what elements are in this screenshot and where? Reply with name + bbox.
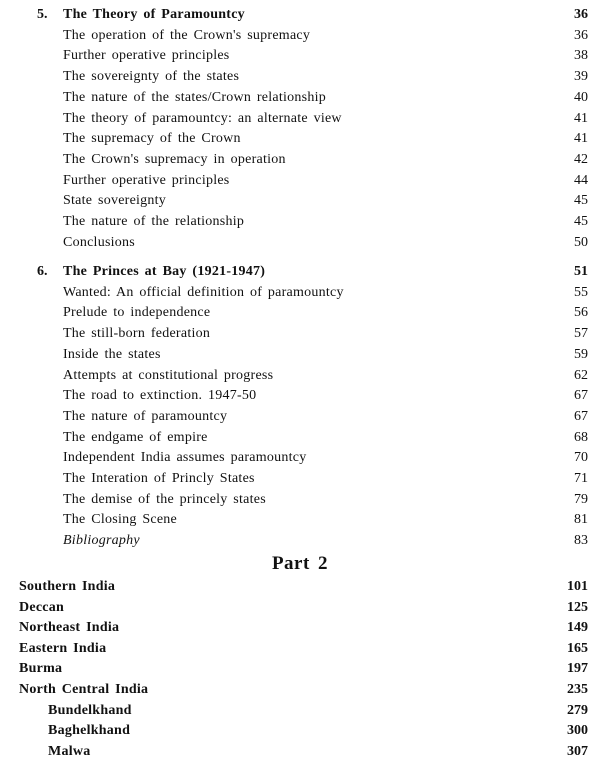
region-title: Burma <box>19 661 63 677</box>
part2-entry <box>0 680 600 700</box>
page-number: 41 <box>574 110 588 126</box>
toc-entry <box>0 67 600 87</box>
section-title: Bibliography <box>63 533 140 549</box>
toc-entry <box>0 490 600 510</box>
toc-entry <box>0 303 600 323</box>
page-number: 300 <box>567 723 588 739</box>
region-title: Bundelkhand <box>48 702 132 718</box>
page-number: 40 <box>574 89 588 105</box>
page-number: 51 <box>574 264 588 279</box>
page-number: 197 <box>567 661 588 677</box>
toc-entry <box>0 510 600 530</box>
page-number: 125 <box>567 599 588 615</box>
section-title: The Closing Scene <box>63 512 178 528</box>
page-number: 149 <box>567 620 588 636</box>
part2-entry <box>0 659 600 679</box>
section-title: Conclusions <box>63 234 135 250</box>
region-title: Northeast India <box>19 620 120 636</box>
toc-entry <box>0 46 600 66</box>
toc-entry <box>0 233 600 253</box>
section-title: Wanted: An official definition of paramountcy <box>63 284 344 300</box>
region-title: Malwa <box>48 743 91 759</box>
page-number: 68 <box>574 429 588 445</box>
part2-entry <box>0 618 600 638</box>
page-number: 101 <box>567 579 588 594</box>
page-number: 36 <box>574 7 588 22</box>
section-title: The road to extinction. 1947-50 <box>63 388 257 404</box>
page-number: 44 <box>574 172 588 188</box>
section-title: Independent India assumes paramountcy <box>63 450 307 466</box>
page-number: 67 <box>574 408 588 424</box>
section-title: The nature of paramountcy <box>63 408 228 424</box>
page-number: 50 <box>574 234 588 250</box>
chapter-number: 6. <box>37 264 48 279</box>
toc-entry <box>0 469 600 489</box>
page-number: 83 <box>574 533 588 549</box>
section-title: The nature of the relationship <box>63 214 245 229</box>
region-title: Deccan <box>19 599 65 615</box>
toc-entry <box>0 171 600 191</box>
section-title: Further operative principles <box>63 48 230 64</box>
section-title: Further operative principles <box>63 172 230 188</box>
page-number: 67 <box>574 388 588 404</box>
chapter-number: 5. <box>37 7 48 22</box>
toc-entry <box>0 448 600 468</box>
region-title: Baghelkhand <box>48 723 131 739</box>
section-title: The Interation of Princly States <box>63 471 255 486</box>
part2-entry <box>0 701 600 721</box>
section-title: The still-born federation <box>63 326 211 342</box>
chapter-heading <box>0 262 600 282</box>
page-number: 70 <box>574 450 588 466</box>
section-title: The endgame of empire <box>63 429 208 445</box>
toc-entry <box>0 531 600 551</box>
section-title: Attempts at constitutional progress <box>63 367 274 383</box>
region-title: Eastern India <box>19 640 107 656</box>
page-number: 62 <box>574 367 588 383</box>
page-number: 36 <box>574 27 588 43</box>
part2-entry <box>0 577 600 597</box>
page-number: 38 <box>574 48 588 64</box>
toc-entry <box>0 386 600 406</box>
page-number: 55 <box>574 284 588 300</box>
page-number: 165 <box>567 640 588 656</box>
page-number: 56 <box>574 305 588 321</box>
part2-entry <box>0 721 600 741</box>
section-title: Prelude to independence <box>63 305 211 321</box>
page-number: 279 <box>567 702 588 718</box>
page-number: 81 <box>574 512 588 528</box>
page-number: 39 <box>574 69 588 85</box>
page-number: 79 <box>574 491 588 507</box>
chapter-heading <box>0 5 600 25</box>
section-title: State sovereignty <box>63 193 167 209</box>
page-number: 57 <box>574 326 588 342</box>
part2-entry <box>0 639 600 659</box>
toc-entry <box>0 345 600 365</box>
page-number: 307 <box>567 743 588 759</box>
page-number: 42 <box>574 151 588 167</box>
toc-entry <box>0 88 600 108</box>
toc-entry <box>0 366 600 386</box>
section-title: The demise of the princely states <box>63 491 266 507</box>
section-title: The theory of paramountcy: an alternate view <box>63 110 342 126</box>
chapter-title: The Princes at Bay (1921-1947) <box>63 264 266 279</box>
toc-entry <box>0 212 600 232</box>
part2-entry <box>0 742 600 762</box>
page-number: 45 <box>574 214 588 229</box>
part2-entry <box>0 598 600 618</box>
toc-entry <box>0 129 600 149</box>
chapter-title: The Theory of Paramountcy <box>63 7 245 22</box>
page-number: 59 <box>574 346 588 362</box>
page-number: 71 <box>574 471 588 486</box>
page-number: 41 <box>574 131 588 147</box>
section-title: The operation of the Crown's supremacy <box>63 27 311 43</box>
toc-entry <box>0 428 600 448</box>
page-number: 45 <box>574 193 588 209</box>
toc-entry <box>0 283 600 303</box>
region-title: North Central India <box>19 682 149 697</box>
toc-entry <box>0 407 600 427</box>
page-number: 235 <box>567 682 588 697</box>
section-title: The Crown's supremacy in operation <box>63 151 286 167</box>
toc-entry <box>0 150 600 170</box>
section-title: The nature of the states/Crown relationship <box>63 89 326 105</box>
toc-entry <box>0 109 600 129</box>
region-title: Southern India <box>19 579 116 594</box>
toc-entry <box>0 324 600 344</box>
toc-entry <box>0 26 600 46</box>
section-title: The sovereignty of the states <box>63 69 240 85</box>
part-2-heading: Part 2 <box>271 553 329 574</box>
section-title: The supremacy of the Crown <box>63 131 241 147</box>
toc-entry <box>0 191 600 211</box>
section-title: Inside the states <box>63 346 161 362</box>
